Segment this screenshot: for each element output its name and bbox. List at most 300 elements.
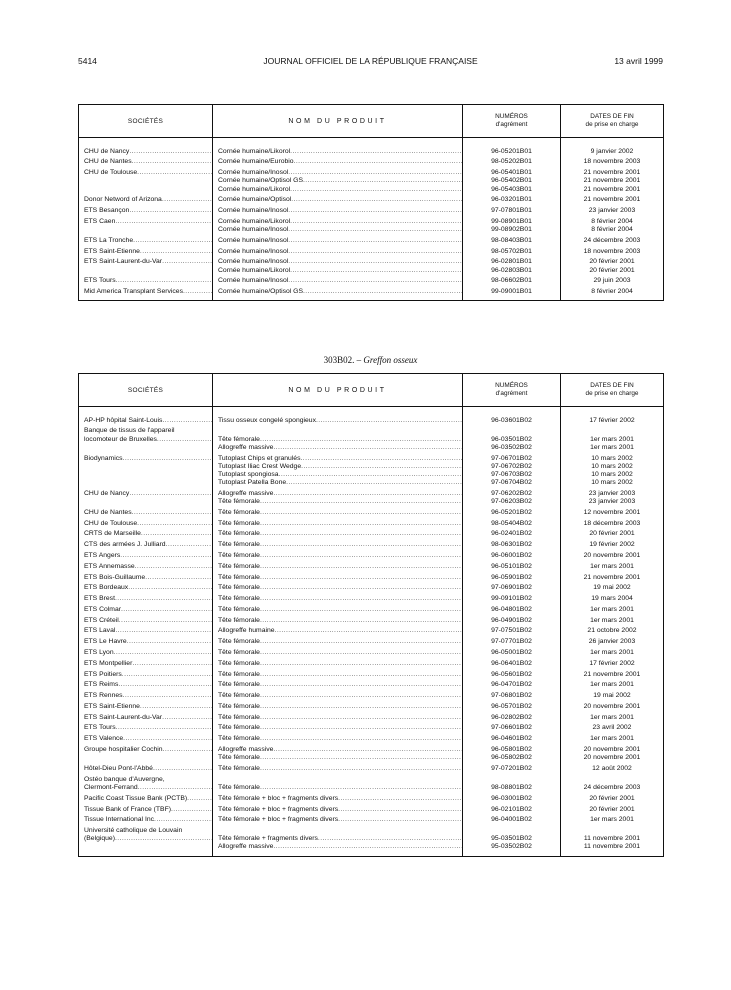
end-date-cell — [561, 792, 664, 803]
dot-leader — [123, 455, 212, 463]
dot-leader — [129, 148, 212, 156]
company-cell — [79, 814, 213, 825]
company-cell — [79, 528, 213, 539]
dot-leader — [260, 595, 462, 603]
company-cell — [79, 773, 213, 792]
table-row — [79, 582, 664, 593]
dot-leader — [137, 520, 212, 528]
dot-leader — [275, 627, 462, 635]
table-row — [79, 275, 664, 286]
blank-line — [561, 427, 663, 435]
end-date: 21 novembre 2001 — [583, 670, 641, 678]
product-name-line — [218, 471, 462, 479]
table-row — [79, 711, 664, 722]
company-name: ETS Bordeaux — [84, 584, 129, 592]
approval-number-cell — [463, 657, 561, 668]
approval-number-cell — [463, 762, 561, 773]
company-name: CHU de Toulouse — [84, 519, 138, 527]
product-name: Tête fémorale — [218, 783, 260, 791]
dot-leader — [116, 724, 212, 732]
table-row — [79, 194, 664, 205]
company-name-line — [84, 692, 212, 700]
approval-number-cell — [463, 614, 561, 625]
approval-number: 98-05702B01 — [491, 247, 532, 255]
product-name: Tête fémorale — [218, 616, 260, 624]
product-name: Tête fémorale — [218, 692, 260, 700]
product-name-line — [218, 606, 462, 614]
end-date-cell — [561, 275, 664, 286]
table-row — [79, 528, 664, 539]
approval-number: 98-06602B01 — [491, 277, 532, 285]
dot-leader — [133, 237, 212, 245]
end-date: 11 novembre 2001 — [583, 835, 641, 843]
product-cell — [213, 194, 463, 205]
closing-cell — [79, 852, 213, 857]
company-name: ETS Valence — [84, 735, 124, 743]
dot-leader — [294, 158, 462, 166]
end-date-cell — [561, 215, 664, 234]
dot-leader — [290, 218, 462, 226]
dot-leader — [288, 277, 462, 285]
product-name-line — [218, 563, 462, 571]
company-cell — [79, 275, 213, 286]
blank-line — [218, 827, 462, 835]
product-name-line — [218, 436, 462, 444]
company-cell — [79, 711, 213, 722]
product-name: Tête fémorale — [218, 595, 260, 603]
company-name: CHU de Nantes — [84, 508, 132, 516]
table-row — [79, 539, 664, 550]
dot-leader — [288, 226, 462, 234]
product-name-line — [218, 530, 462, 538]
cornea-graft-rows — [79, 138, 664, 301]
dot-leader — [141, 530, 212, 538]
company-name: Mid America Transplant Services — [84, 288, 183, 296]
product-name: Tête fémorale + fragments divers — [218, 835, 318, 843]
approval-number: 96-06401B02 — [491, 659, 532, 667]
product-name: Cornée humaine/Inosol — [218, 277, 289, 285]
closing-cell — [463, 852, 561, 857]
end-date-cell — [561, 814, 664, 825]
dot-leader — [273, 444, 462, 452]
end-date-cell — [561, 414, 664, 425]
approval-number: 96-06001B02 — [491, 551, 532, 559]
dot-leader — [162, 258, 212, 266]
approval-number: 98-05404B02 — [491, 519, 532, 527]
approval-number: 97-06203B02 — [491, 498, 532, 506]
spacer-cell — [79, 407, 213, 415]
dot-leader — [129, 490, 212, 498]
approval-number-cell — [463, 286, 561, 297]
dot-leader — [260, 735, 462, 743]
approval-number-cell — [463, 215, 561, 234]
end-date: 19 mai 2002 — [593, 584, 631, 592]
dot-leader — [286, 479, 462, 487]
end-date-cell — [561, 452, 664, 487]
company-name-line — [84, 649, 212, 657]
company-cell — [79, 452, 213, 487]
dot-leader — [162, 714, 212, 722]
product-name: Cornée humaine/Likorol — [218, 266, 291, 274]
end-date-cell — [561, 690, 664, 701]
blank-line — [463, 776, 560, 784]
product-name: Tête fémorale — [218, 562, 260, 570]
end-date: 8 février 2004 — [591, 217, 633, 225]
company-name-line — [84, 218, 212, 226]
spacer-cell — [561, 407, 664, 415]
table-row — [79, 215, 664, 234]
product-cell — [213, 700, 463, 711]
company-name: ETS Poitiers — [84, 670, 122, 678]
company-name: ETS Montpellier — [84, 659, 133, 667]
company-cell — [79, 668, 213, 679]
product-cell — [213, 549, 463, 560]
table-row — [79, 668, 664, 679]
approval-number: 97-07701B02 — [491, 638, 532, 646]
approval-number-cell — [463, 711, 561, 722]
bone-graft-rows — [79, 407, 664, 857]
column-header-dates — [561, 105, 664, 138]
product-name: Tête fémorale + bloc + fragments divers — [218, 805, 339, 813]
product-cell — [213, 657, 463, 668]
end-date: 1er mars 2001 — [590, 735, 634, 743]
approval-number: 96-05402B01 — [491, 177, 532, 185]
approval-number: 97-07801B01 — [491, 207, 532, 215]
product-name-line — [218, 816, 462, 824]
end-date-cell — [561, 825, 664, 852]
company-name: ETS Besançon — [84, 207, 130, 215]
dot-leader — [260, 606, 462, 614]
dot-leader — [118, 681, 212, 689]
dot-leader — [290, 186, 462, 194]
dot-leader — [153, 765, 212, 773]
end-date: 10 mars 2002 — [591, 479, 633, 487]
closing-cell — [561, 852, 664, 857]
prise-en-charge-label: de prise en charge — [585, 121, 639, 128]
product-name: Allogreffe massive — [218, 746, 274, 754]
dot-leader — [260, 498, 462, 506]
product-name-line — [218, 617, 462, 625]
approval-number-cell — [463, 452, 561, 487]
company-name-line — [84, 574, 212, 582]
table-row — [79, 560, 664, 571]
dot-leader — [132, 158, 212, 166]
product-cell — [213, 690, 463, 701]
dot-leader — [260, 530, 462, 538]
company-name-line — [84, 148, 212, 156]
product-name: Tutoplast Iliac Crest Wedge — [218, 462, 302, 470]
company-cell — [79, 603, 213, 614]
product-name-line — [218, 186, 462, 194]
dot-leader — [279, 471, 462, 479]
approval-number-cell — [463, 582, 561, 593]
dot-leader — [260, 520, 462, 528]
product-name-line — [218, 498, 462, 506]
end-date-cell — [561, 743, 664, 762]
company-name: ETS Le Havre — [84, 638, 127, 646]
product-cell — [213, 560, 463, 571]
company-cell — [79, 234, 213, 245]
dot-leader — [129, 207, 212, 215]
end-date: 20 février 2001 — [589, 266, 635, 274]
product-name: Cornée humaine/Likorol — [218, 217, 291, 225]
approval-number: 97-06801B02 — [491, 692, 532, 700]
approval-number-cell — [463, 145, 561, 156]
product-name-line — [218, 746, 462, 754]
company-name: ETS Bois-Guillaume — [84, 573, 146, 581]
company-cell — [79, 245, 213, 256]
dot-leader — [260, 724, 462, 732]
dot-leader — [290, 148, 462, 156]
section-title: 303B02. – Greffon osseux — [323, 355, 418, 365]
product-name-line — [218, 218, 462, 226]
approval-number-cell — [463, 539, 561, 550]
approval-number: 96-03001B02 — [491, 794, 532, 802]
company-name: ETS Tours — [84, 724, 116, 732]
approval-number-cell — [463, 803, 561, 814]
closing-cell — [213, 852, 463, 857]
end-date: 29 juin 2003 — [593, 277, 631, 285]
product-name: Tête fémorale — [218, 530, 260, 538]
product-name-line — [218, 226, 462, 234]
table-row — [79, 593, 664, 604]
company-name-line — [84, 258, 212, 266]
end-date: 21 novembre 2001 — [583, 185, 641, 193]
company-name: Hôtel-Dieu Pont-l'Abbé — [84, 765, 153, 772]
dot-leader — [115, 627, 212, 635]
dot-leader — [273, 843, 462, 851]
product-cell — [213, 668, 463, 679]
company-name: Banque de tissus de l'appareil — [84, 427, 175, 435]
company-name-line — [84, 681, 212, 689]
approval-number-cell — [463, 825, 561, 852]
end-date-cell — [561, 234, 664, 245]
product-name-line — [218, 479, 462, 487]
agrement-label: d'agrément — [495, 390, 528, 397]
approval-number: 97-07501B02 — [491, 627, 532, 635]
end-date: 23 janvier 2003 — [588, 498, 636, 506]
company-name-line — [84, 455, 212, 463]
end-date: 20 février 2001 — [589, 530, 635, 538]
product-name: Allogreffe massive — [218, 443, 274, 451]
end-date: 18 novembre 2003 — [583, 158, 641, 166]
end-date-cell — [561, 668, 664, 679]
approval-number-cell — [463, 593, 561, 604]
end-date: 1er mars 2001 — [590, 562, 634, 570]
end-date: 21 novembre 2001 — [583, 573, 641, 581]
closing-cell — [463, 296, 561, 301]
section-code: 303B02. — [323, 355, 355, 365]
product-name: Tête fémorale — [218, 551, 260, 559]
company-name: ETS Saint-Etienne — [84, 702, 140, 710]
company-cell — [79, 762, 213, 773]
company-cell — [79, 487, 213, 506]
approval-number: 99-08901B01 — [491, 217, 532, 225]
product-name-line — [218, 196, 462, 204]
company-cell — [79, 743, 213, 762]
approval-number-cell — [463, 167, 561, 194]
dot-leader — [273, 746, 462, 754]
company-name-line — [84, 288, 212, 296]
product-name: Cornée humaine/Optisol GS — [218, 177, 304, 185]
dot-leader — [171, 806, 212, 814]
approval-number-cell — [463, 792, 561, 803]
end-date: 20 février 2001 — [589, 258, 635, 266]
company-name: ETS Lyon — [84, 649, 114, 656]
end-date: 21 novembre 2001 — [583, 169, 641, 177]
approval-number: 96-05201B02 — [491, 508, 532, 516]
product-cell — [213, 487, 463, 506]
dot-leader — [163, 746, 212, 754]
company-cell — [79, 156, 213, 167]
company-name-line — [84, 617, 212, 625]
end-date-cell — [561, 286, 664, 297]
dot-leader — [260, 563, 462, 571]
product-name-line — [218, 724, 462, 732]
table-row — [79, 452, 664, 487]
table-row — [79, 425, 664, 452]
dot-leader — [301, 463, 462, 471]
product-name: Tête fémorale — [218, 724, 260, 732]
product-name-line — [218, 237, 462, 245]
product-name-line — [218, 660, 462, 668]
dot-leader — [114, 649, 212, 657]
product-name-line — [218, 288, 462, 296]
end-date-cell — [561, 487, 664, 506]
company-name: Tissue Bank of France (TBF) — [84, 805, 171, 813]
dot-leader — [123, 735, 212, 743]
end-date-cell — [561, 762, 664, 773]
company-name: ETS Colmar — [84, 605, 122, 613]
product-cell — [213, 286, 463, 297]
dot-leader — [260, 436, 462, 444]
dot-leader — [338, 806, 462, 814]
company-cell — [79, 792, 213, 803]
company-name-line — [84, 714, 212, 722]
dot-leader — [273, 490, 462, 498]
dot-leader — [260, 681, 462, 689]
product-name: Tête fémorale — [218, 670, 260, 678]
product-name-line — [218, 649, 462, 657]
company-name-line — [84, 584, 212, 592]
dot-leader — [122, 671, 212, 679]
company-cell — [79, 560, 213, 571]
company-name-line — [84, 509, 212, 517]
issue-date: 13 avril 1999 — [614, 56, 663, 66]
product-name-line — [218, 692, 462, 700]
end-date-cell — [561, 156, 664, 167]
approval-number: 97-06702B02 — [491, 462, 532, 470]
company-name-line — [84, 660, 212, 668]
approval-number: 96-02802B02 — [491, 713, 532, 721]
product-cell — [213, 167, 463, 194]
product-name: Cornée humaine/Likorol — [218, 147, 291, 155]
product-name-line — [218, 735, 462, 743]
dot-leader — [288, 248, 462, 256]
column-header-nom-produit: NOM DU PRODUIT — [213, 374, 463, 407]
company-name: ETS Angers — [84, 551, 121, 559]
company-name-line — [84, 248, 212, 256]
product-cell — [213, 603, 463, 614]
end-date: 1er mars 2001 — [590, 713, 634, 721]
dot-leader — [260, 703, 462, 711]
company-cell — [79, 506, 213, 517]
company-name: ETS Brest — [84, 595, 115, 603]
company-name-line — [84, 552, 212, 560]
dot-leader — [140, 248, 212, 256]
product-name-line — [218, 552, 462, 560]
approval-number: 96-04901B02 — [491, 616, 532, 624]
approval-number: 96-03501B02 — [491, 435, 532, 443]
dot-leader — [260, 649, 462, 657]
product-name: Tête fémorale — [218, 519, 260, 527]
end-date-cell — [561, 539, 664, 550]
company-name-line — [84, 237, 212, 245]
approval-number-cell — [463, 256, 561, 275]
end-date: 8 février 2004 — [591, 288, 633, 296]
approval-number: 96-02801B01 — [491, 258, 532, 266]
end-date-cell — [561, 614, 664, 625]
company-name: ETS Annemasse — [84, 562, 135, 570]
end-date-cell — [561, 773, 664, 792]
end-date: 12 novembre 2001 — [583, 508, 641, 516]
end-date-cell — [561, 700, 664, 711]
company-name: Tissue International Inc — [84, 816, 155, 824]
dot-leader — [303, 288, 462, 296]
table-row — [79, 657, 664, 668]
column-header-numeros — [463, 374, 561, 407]
company-cell — [79, 194, 213, 205]
end-date: 19 février 2002 — [589, 541, 635, 549]
approval-number: 98-05202B01 — [491, 158, 532, 166]
product-cell — [213, 205, 463, 216]
product-name: Cornée humaine/Inosol — [218, 247, 289, 255]
approval-number: 96-05601B02 — [491, 670, 532, 678]
product-name: Tête fémorale — [218, 573, 260, 581]
product-name-line — [218, 574, 462, 582]
end-date: 23 janvier 2003 — [588, 207, 636, 215]
company-name-line — [84, 436, 212, 444]
product-name: Cornée humaine/Optisol GS — [218, 288, 304, 296]
product-name: Tutoplast spongiosa — [218, 470, 279, 478]
end-date: 21 novembre 2001 — [583, 196, 641, 204]
dot-leader — [137, 169, 212, 177]
dot-leader — [260, 671, 462, 679]
table-row — [79, 825, 664, 852]
company-name-line — [84, 795, 212, 803]
product-name: Allogreffe humaine — [218, 627, 275, 635]
blank-line — [218, 427, 462, 435]
end-date-cell — [561, 582, 664, 593]
approval-number: 97-06704B02 — [491, 479, 532, 487]
end-date: 20 novembre 2001 — [583, 754, 641, 762]
end-date: 20 novembre 2001 — [583, 746, 641, 754]
company-cell — [79, 425, 213, 452]
dot-leader — [260, 765, 462, 773]
product-name: Tête fémorale + bloc + fragments divers — [218, 816, 339, 824]
approval-number-cell — [463, 743, 561, 762]
product-name-line — [218, 584, 462, 592]
end-date-cell — [561, 506, 664, 517]
product-cell — [213, 814, 463, 825]
end-date-cell — [561, 167, 664, 194]
closing-row — [79, 296, 664, 301]
product-name-line — [218, 158, 462, 166]
company-name-line — [84, 746, 212, 754]
end-date: 9 janvier 2002 — [590, 147, 634, 155]
company-name: ETS Laval — [84, 627, 116, 635]
approval-number-cell — [463, 690, 561, 701]
